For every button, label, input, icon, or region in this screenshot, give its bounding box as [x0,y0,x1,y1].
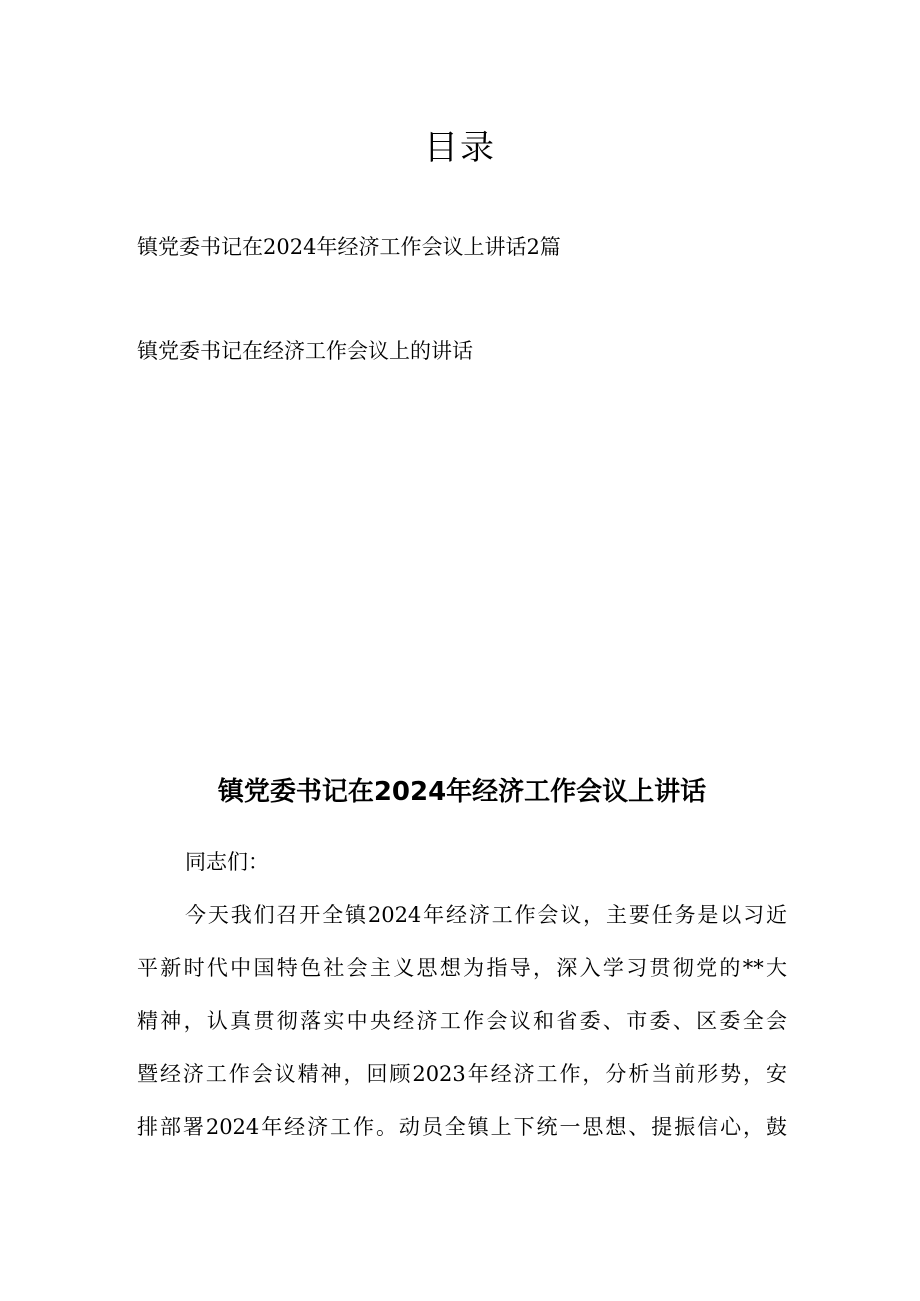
toc-item-1[interactable]: 镇党委书记在2024年经济工作会议上讲话2篇 [137,235,561,259]
table-of-contents [137,230,561,368]
toc-item-2[interactable]: 镇党委书记在经济工作会议上的讲话 [137,339,473,363]
paragraph-line: 暨经济工作会议精神，回顾2023年经济工作，分析当前形势，安 [137,1062,787,1086]
article-title: 镇党委书记在2024年经济工作会议上讲话 [217,777,707,807]
article [137,770,787,1154]
paragraph-line: 平新时代中国特色社会主义思想为指导，深入学习贯彻党的**大 [137,956,787,980]
paragraph-line: 今天我们召开全镇2024年经济工作会议，主要任务是以习近 [185,903,787,927]
paragraph-line: 排部署2024年经济工作。动员全镇上下统一思想、提振信心，鼓 [137,1115,787,1139]
body-paragraph [137,889,787,1154]
salutation: 同志们： [185,850,269,874]
paragraph-line: 精神，认真贯彻落实中央经济工作会议和省委、市委、区委全会 [137,1009,787,1033]
toc-title: 目录 [424,128,496,168]
